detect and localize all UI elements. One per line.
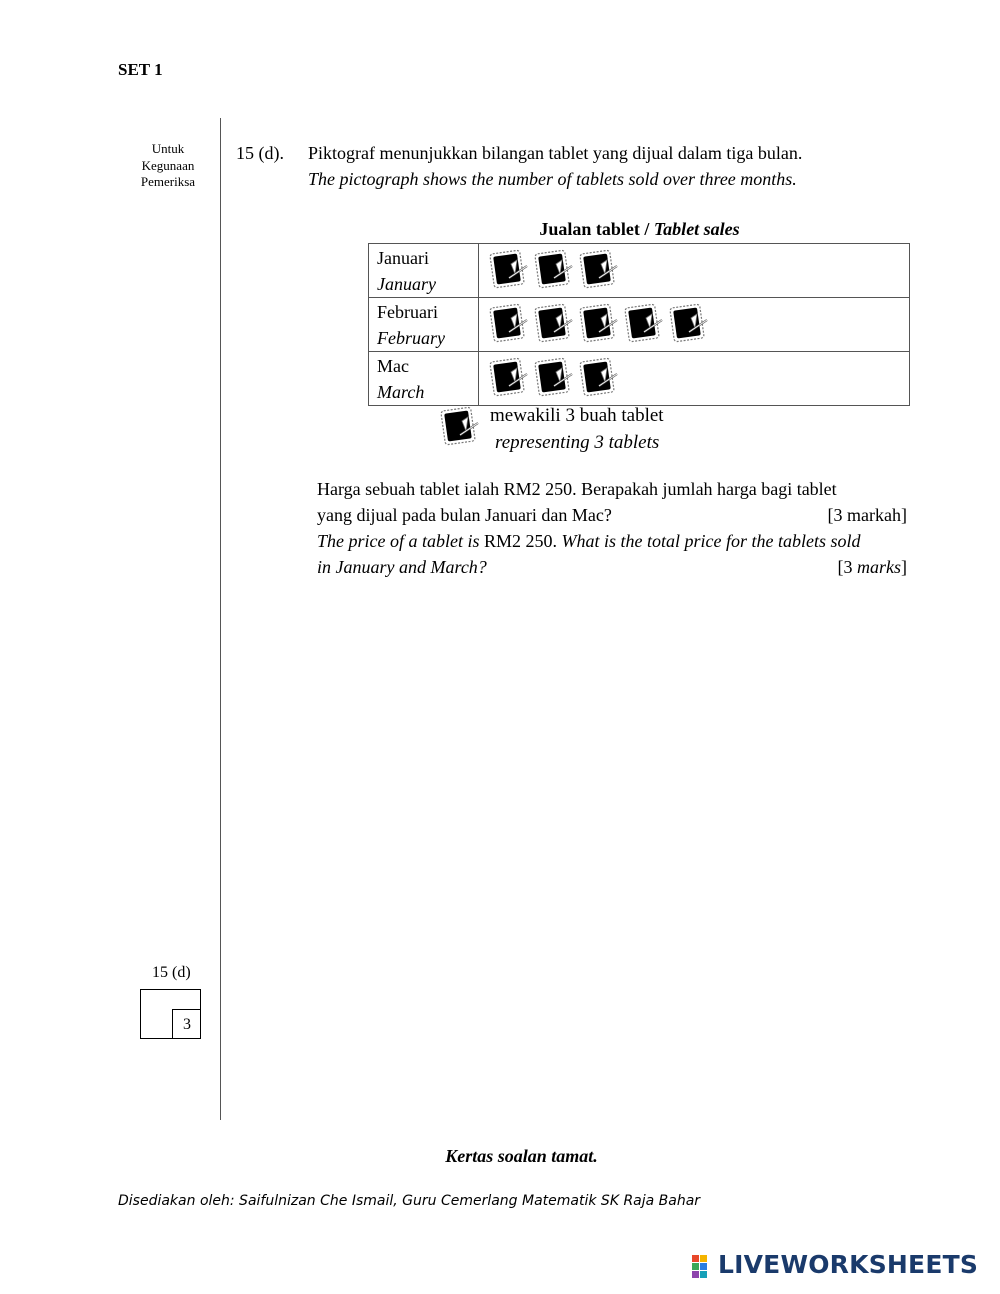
month-cell [369,298,479,352]
month-label-malay: Mac [377,356,409,376]
month-label-english: March [377,382,425,402]
question-line [317,554,907,580]
question-intro-english: The pictograph shows the number of tablets sold over three months. [308,169,797,189]
tablet-icon [534,356,574,400]
question-line [317,476,907,502]
tablet-icon [489,302,529,346]
score-label: 15 (d) [152,964,191,981]
marks-english [838,554,908,580]
marks-bracket: [3 [837,557,857,577]
tablet-icon [579,248,619,292]
question-text [317,476,907,580]
author-credit: Disediakan oleh: Saifulnizan Che Ismail, Guru Cemerlang Matematik SK Raja Bahar [118,1193,701,1209]
month-label-malay: Februari [377,302,438,322]
pictograph-title [369,219,910,240]
tablet-icon [579,302,619,346]
liveworksheets-logo-icon [692,1253,716,1283]
pictograph-title-malay: Jualan tablet [539,219,640,239]
liveworksheets-brand: LIVEWORKSHEETS [718,1250,979,1279]
set-label: SET 1 [118,60,163,79]
month-cell [369,244,479,298]
pictograph-row [369,244,910,298]
month-label-english: January [377,274,436,294]
marks-malay: [3 markah] [827,505,907,525]
margin-divider [220,118,221,1120]
pictograph-title-english: Tablet sales [653,219,740,239]
month-label-malay: Januari [377,248,429,268]
end-of-paper-text: Kertas soalan tamat. [445,1146,598,1166]
question-line [317,528,907,554]
icons-cell [479,352,910,406]
tablet-icon [624,302,664,346]
tablet-icon [579,356,619,400]
icons-cell [479,244,910,298]
price-value: RM2 250. [479,531,557,551]
month-cell [369,352,479,406]
tablet-icon [489,248,529,292]
question-line-text: Harga sebuah tablet ialah RM2 250. Berapakah jumlah harga bagi tablet [317,479,837,499]
pictograph-row [369,298,910,352]
question-line-text: What is the total price for the tablets sold [557,531,861,551]
tablet-icon [440,405,480,449]
question-line-text: The price of a tablet is [317,531,480,551]
tablet-icon [669,302,709,346]
month-label-english: February [377,328,445,348]
legend-key-malay: mewakili 3 buah tablet [490,405,664,426]
marks-word: marks [857,557,901,577]
marks-bracket: ] [901,557,907,577]
max-score: 3 [172,1009,201,1039]
question-intro-malay: Piktograf menunjukkan bilangan tablet yang dijual dalam tiga bulan. [308,143,803,163]
legend-key-english: representing 3 tablets [495,432,660,453]
tablet-icon [534,248,574,292]
examiner-note-line: Untuk [151,141,185,156]
examiner-note-line: Pemeriksa [140,174,196,189]
tablet-icon [489,356,529,400]
question-line-text: yang dijual pada bulan Januari dan Mac? [317,505,612,525]
examiner-note-line: Kegunaan [141,157,195,173]
question-line [317,502,907,528]
pictograph-title-separator: / [639,219,654,239]
pictograph-row [369,352,910,406]
pictograph-table [368,243,910,406]
question-line-text: in January and March? [317,557,487,577]
question-number: 15 (d). [236,143,284,163]
tablet-icon [534,302,574,346]
examiner-use-note [130,141,206,191]
icons-cell [479,298,910,352]
